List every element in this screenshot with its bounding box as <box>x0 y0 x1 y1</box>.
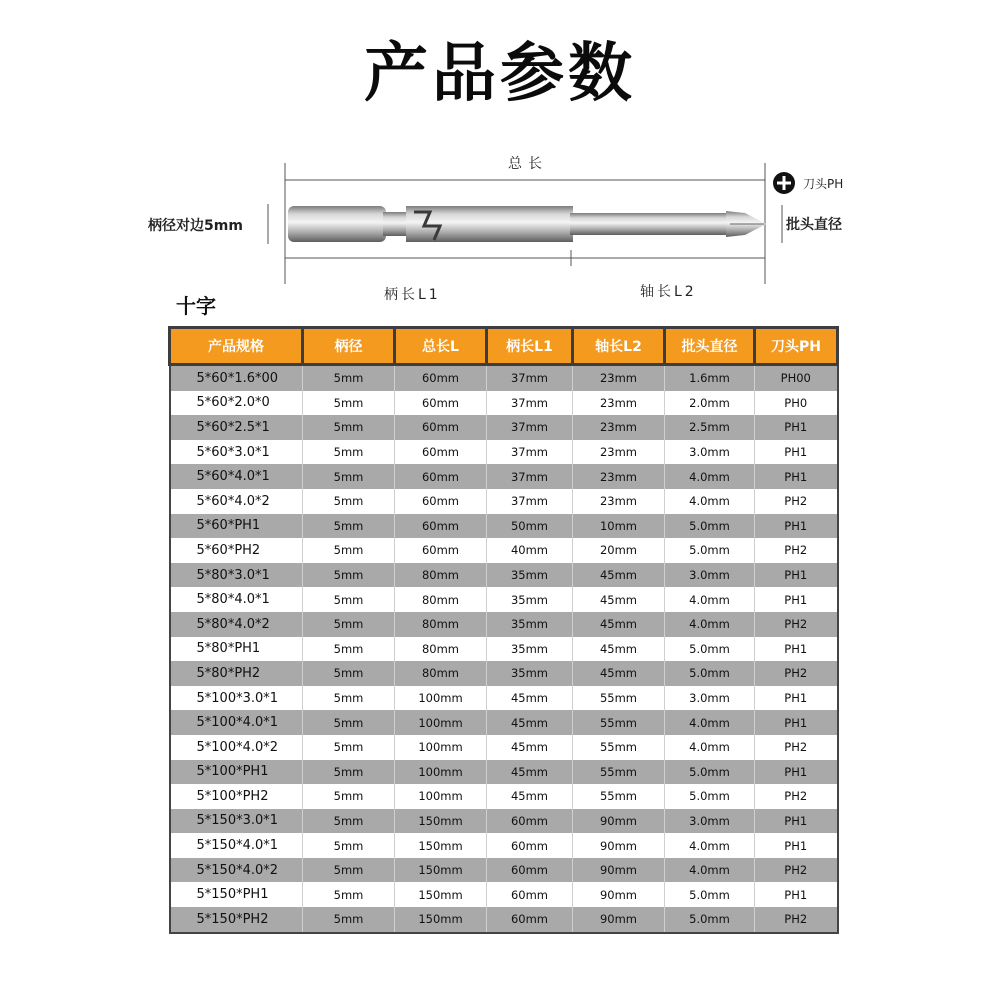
table-cell: 5mm <box>303 365 395 391</box>
table-cell: PH1 <box>755 464 838 489</box>
column-header: 刀头PH <box>755 328 838 365</box>
table-cell: 5*60*2.0*0 <box>170 391 303 416</box>
shank-diameter-label: 柄径对边5mm <box>148 218 243 234</box>
table-cell: 5mm <box>303 882 395 907</box>
table-cell: 45mm <box>573 612 665 637</box>
table-cell: PH2 <box>755 612 838 637</box>
table-cell: 90mm <box>573 882 665 907</box>
table-cell: 45mm <box>487 735 573 760</box>
table-row <box>170 760 838 785</box>
table-cell: 90mm <box>573 858 665 883</box>
table-cell: 45mm <box>487 710 573 735</box>
table-cell: 5*60*4.0*2 <box>170 489 303 514</box>
table-cell: 5*100*PH1 <box>170 760 303 785</box>
table-cell: 37mm <box>487 440 573 465</box>
table-cell: 5mm <box>303 391 395 416</box>
table-cell: 90mm <box>573 809 665 834</box>
total-length-label: 总长 <box>508 156 548 172</box>
table-cell: 5mm <box>303 440 395 465</box>
table-cell: 5mm <box>303 538 395 563</box>
table-cell: 37mm <box>487 365 573 391</box>
table-cell: 4.0mm <box>665 710 755 735</box>
table-cell: 5.0mm <box>665 661 755 686</box>
column-header: 柄径 <box>303 328 395 365</box>
table-cell: 55mm <box>573 760 665 785</box>
table-cell: PH1 <box>755 833 838 858</box>
table-row <box>170 882 838 907</box>
table-cell: 10mm <box>573 514 665 539</box>
table-cell: 5*80*PH1 <box>170 637 303 662</box>
shank-length-label: 柄长L1 <box>384 287 441 303</box>
table-cell: 60mm <box>395 415 487 440</box>
column-header: 总长L <box>395 328 487 365</box>
table-cell: PH2 <box>755 735 838 760</box>
table-row <box>170 735 838 760</box>
table-row <box>170 587 838 612</box>
table-cell: 23mm <box>573 440 665 465</box>
table-cell: 5mm <box>303 587 395 612</box>
table-row <box>170 858 838 883</box>
table-cell: 37mm <box>487 464 573 489</box>
table-cell: 5mm <box>303 784 395 809</box>
table-cell: 60mm <box>395 464 487 489</box>
table-cell: 5*80*PH2 <box>170 661 303 686</box>
table-row <box>170 907 838 933</box>
table-cell: 60mm <box>395 440 487 465</box>
table-cell: 5*100*3.0*1 <box>170 686 303 711</box>
phillips-plus-icon <box>773 172 795 194</box>
table-cell: 5*150*3.0*1 <box>170 809 303 834</box>
table-row <box>170 710 838 735</box>
table-cell: 55mm <box>573 735 665 760</box>
table-cell: 5.0mm <box>665 907 755 933</box>
table-cell: 4.0mm <box>665 612 755 637</box>
table-row <box>170 489 838 514</box>
table-row <box>170 784 838 809</box>
table-cell: 45mm <box>573 587 665 612</box>
table-cell: 5mm <box>303 686 395 711</box>
table-cell: 5mm <box>303 612 395 637</box>
table-cell: 5mm <box>303 735 395 760</box>
table-cell: 5*150*4.0*1 <box>170 833 303 858</box>
table-cell: 5*100*PH2 <box>170 784 303 809</box>
table-cell: 35mm <box>487 661 573 686</box>
table-cell: 5.0mm <box>665 882 755 907</box>
table-cell: 5mm <box>303 907 395 933</box>
table-cell: 100mm <box>395 760 487 785</box>
table-cell: 5*150*4.0*2 <box>170 858 303 883</box>
table-cell: PH1 <box>755 809 838 834</box>
table-row <box>170 514 838 539</box>
table-cell: 3.0mm <box>665 563 755 588</box>
column-header: 产品规格 <box>170 328 303 365</box>
table-cell: PH0 <box>755 391 838 416</box>
table-cell: 150mm <box>395 882 487 907</box>
table-cell: 5.0mm <box>665 637 755 662</box>
table-cell: 45mm <box>487 784 573 809</box>
table-cell: 60mm <box>395 538 487 563</box>
table-cell: PH00 <box>755 365 838 391</box>
table-cell: 5*80*4.0*1 <box>170 587 303 612</box>
table-cell: PH1 <box>755 882 838 907</box>
table-cell: PH2 <box>755 907 838 933</box>
table-row <box>170 464 838 489</box>
table-row <box>170 365 838 391</box>
table-row <box>170 809 838 834</box>
tip-diameter-label: 批头直径 <box>786 217 842 233</box>
table-row <box>170 563 838 588</box>
table-cell: 60mm <box>395 391 487 416</box>
table-cell: 5.0mm <box>665 514 755 539</box>
table-cell: 80mm <box>395 661 487 686</box>
table-cell: 2.5mm <box>665 415 755 440</box>
table-cell: 5mm <box>303 760 395 785</box>
table-cell: 5.0mm <box>665 760 755 785</box>
table-cell: 45mm <box>573 637 665 662</box>
table-cell: 80mm <box>395 637 487 662</box>
table-cell: 5.0mm <box>665 538 755 563</box>
table-cell: 5mm <box>303 563 395 588</box>
table-cell: 5*60*1.6*00 <box>170 365 303 391</box>
table-cell: 60mm <box>487 882 573 907</box>
table-row <box>170 637 838 662</box>
table-row <box>170 661 838 686</box>
table-cell: 3.0mm <box>665 809 755 834</box>
table-cell: 5*60*4.0*1 <box>170 464 303 489</box>
section-label: 十字 <box>176 294 216 318</box>
table-cell: 5*60*2.5*1 <box>170 415 303 440</box>
table-cell: 5mm <box>303 809 395 834</box>
table-cell: 100mm <box>395 784 487 809</box>
table-cell: 90mm <box>573 907 665 933</box>
table-cell: 5*60*PH1 <box>170 514 303 539</box>
table-cell: 5mm <box>303 489 395 514</box>
bit-dimension-diagram <box>0 0 1000 320</box>
table-cell: 35mm <box>487 563 573 588</box>
table-cell: 3.0mm <box>665 686 755 711</box>
table-row <box>170 440 838 465</box>
table-cell: PH1 <box>755 563 838 588</box>
table-row <box>170 391 838 416</box>
table-row <box>170 612 838 637</box>
table-cell: 4.0mm <box>665 833 755 858</box>
table-cell: 4.0mm <box>665 489 755 514</box>
table-cell: 5*80*3.0*1 <box>170 563 303 588</box>
table-cell: PH2 <box>755 489 838 514</box>
table-cell: 23mm <box>573 391 665 416</box>
table-cell: 37mm <box>487 415 573 440</box>
screwdriver-bit-image <box>288 206 766 242</box>
table-cell: PH1 <box>755 760 838 785</box>
table-cell: 5*100*4.0*1 <box>170 710 303 735</box>
table-row <box>170 415 838 440</box>
table-row <box>170 538 838 563</box>
table-cell: PH2 <box>755 661 838 686</box>
table-cell: PH1 <box>755 415 838 440</box>
table-cell: 60mm <box>487 858 573 883</box>
table-header-row <box>170 328 838 365</box>
table-cell: 100mm <box>395 735 487 760</box>
table-cell: 1.6mm <box>665 365 755 391</box>
table-cell: PH1 <box>755 587 838 612</box>
table-cell: 45mm <box>487 686 573 711</box>
table-cell: 100mm <box>395 686 487 711</box>
table-row <box>170 833 838 858</box>
table-cell: 5.0mm <box>665 784 755 809</box>
table-cell: 35mm <box>487 612 573 637</box>
table-cell: 150mm <box>395 833 487 858</box>
table-cell: 4.0mm <box>665 735 755 760</box>
table-cell: 45mm <box>573 661 665 686</box>
table-cell: PH1 <box>755 637 838 662</box>
table-cell: 45mm <box>573 563 665 588</box>
table-cell: 20mm <box>573 538 665 563</box>
table-cell: 5mm <box>303 661 395 686</box>
table-cell: 5*60*3.0*1 <box>170 440 303 465</box>
table-cell: 5mm <box>303 833 395 858</box>
table-cell: 50mm <box>487 514 573 539</box>
page-title: 产品参数 <box>364 37 636 111</box>
tip-type-label: 刀头PH <box>803 177 844 191</box>
table-body <box>170 365 838 933</box>
table-cell: 90mm <box>573 833 665 858</box>
table-cell: 5*150*PH2 <box>170 907 303 933</box>
table-cell: 5*60*PH2 <box>170 538 303 563</box>
table-cell: 5mm <box>303 514 395 539</box>
table-cell: 23mm <box>573 489 665 514</box>
table-cell: 55mm <box>573 686 665 711</box>
table-cell: 60mm <box>395 365 487 391</box>
table-cell: 55mm <box>573 784 665 809</box>
column-header: 柄长L1 <box>487 328 573 365</box>
table-cell: 150mm <box>395 907 487 933</box>
table-cell: 35mm <box>487 587 573 612</box>
table-cell: 2.0mm <box>665 391 755 416</box>
table-cell: 80mm <box>395 563 487 588</box>
table-cell: PH1 <box>755 440 838 465</box>
table-cell: 5mm <box>303 858 395 883</box>
table-cell: PH2 <box>755 858 838 883</box>
table-row <box>170 686 838 711</box>
table-cell: 4.0mm <box>665 858 755 883</box>
table-cell: 60mm <box>395 489 487 514</box>
table-cell: 45mm <box>487 760 573 785</box>
table-cell: 5*150*PH1 <box>170 882 303 907</box>
column-header: 批头直径 <box>665 328 755 365</box>
table-cell: 60mm <box>487 833 573 858</box>
table-cell: 4.0mm <box>665 464 755 489</box>
shaft-length-label: 轴长L2 <box>640 284 697 300</box>
table-cell: 55mm <box>573 710 665 735</box>
table-cell: 37mm <box>487 489 573 514</box>
table-cell: 40mm <box>487 538 573 563</box>
table-cell: 23mm <box>573 415 665 440</box>
table-cell: 80mm <box>395 587 487 612</box>
table-cell: 35mm <box>487 637 573 662</box>
table-cell: 60mm <box>395 514 487 539</box>
table-cell: 5mm <box>303 637 395 662</box>
table-cell: 60mm <box>487 907 573 933</box>
table-cell: 60mm <box>487 809 573 834</box>
table-cell: 5*80*4.0*2 <box>170 612 303 637</box>
table-cell: PH1 <box>755 514 838 539</box>
table-cell: 100mm <box>395 710 487 735</box>
table-cell: 5mm <box>303 415 395 440</box>
table-cell: 5mm <box>303 464 395 489</box>
table-cell: 4.0mm <box>665 587 755 612</box>
table-cell: 150mm <box>395 809 487 834</box>
table-cell: 80mm <box>395 612 487 637</box>
table-cell: 3.0mm <box>665 440 755 465</box>
table-cell: PH1 <box>755 686 838 711</box>
table-cell: PH1 <box>755 710 838 735</box>
table-cell: PH2 <box>755 538 838 563</box>
table-cell: PH2 <box>755 784 838 809</box>
table-cell: 23mm <box>573 464 665 489</box>
column-header: 轴长L2 <box>573 328 665 365</box>
table-cell: 150mm <box>395 858 487 883</box>
table-cell: 5*100*4.0*2 <box>170 735 303 760</box>
table-cell: 37mm <box>487 391 573 416</box>
table-cell: 23mm <box>573 365 665 391</box>
table-cell: 5mm <box>303 710 395 735</box>
spec-table <box>168 326 839 934</box>
